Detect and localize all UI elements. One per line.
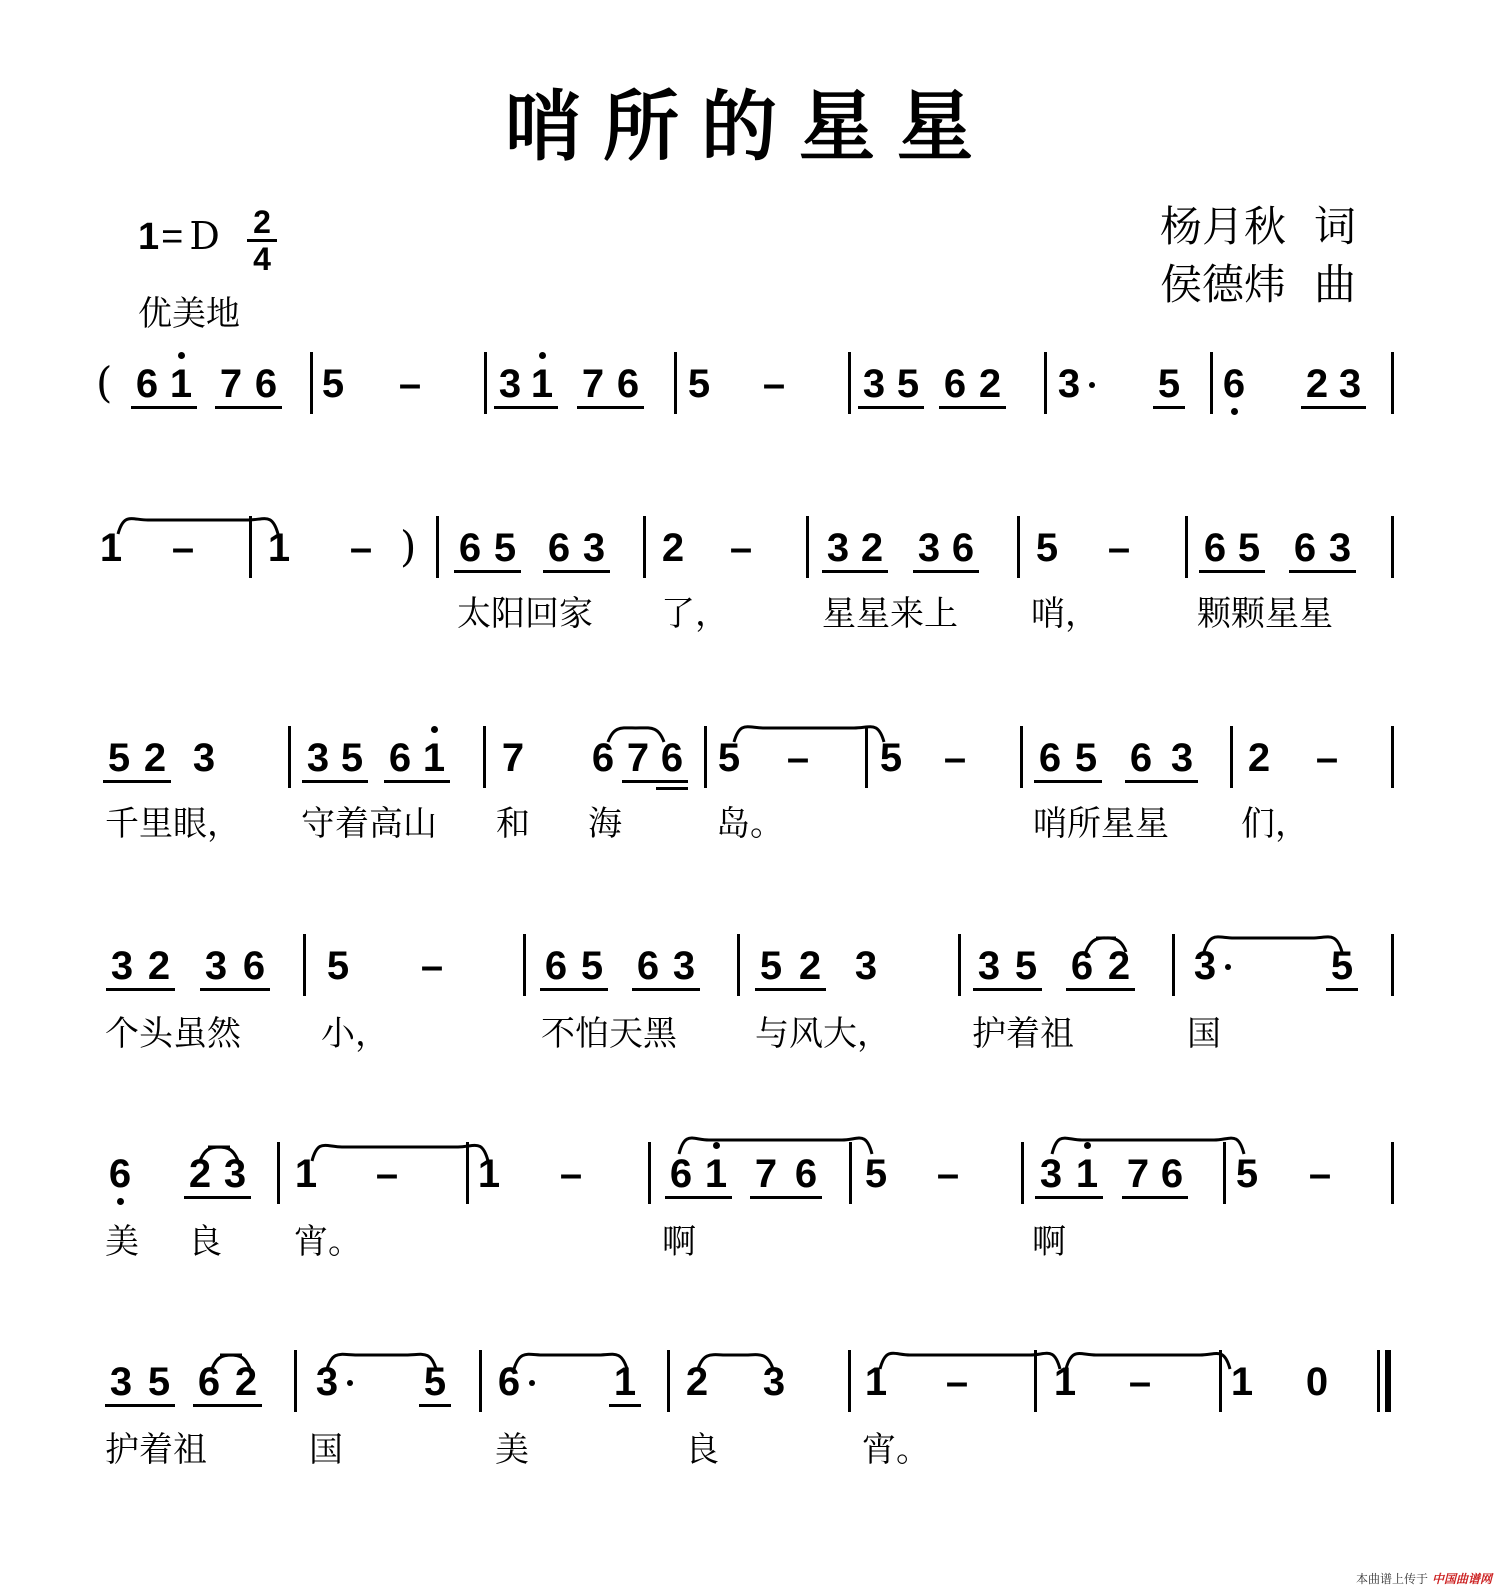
sustain-dash: – xyxy=(349,526,373,570)
note: 6 xyxy=(388,736,412,780)
open-parenthesis: ( xyxy=(96,358,113,407)
note: 2 xyxy=(661,526,685,570)
lyric-text: 美 xyxy=(495,1430,529,1470)
note: 7 xyxy=(754,1152,778,1196)
slur xyxy=(514,1354,627,1369)
note: 3 xyxy=(762,1360,786,1404)
note: 3 xyxy=(1328,526,1352,570)
note: 3 xyxy=(110,944,134,988)
note: 6 xyxy=(1160,1152,1184,1196)
note: 1 xyxy=(613,1360,637,1404)
lyric-text: 个头虽然 xyxy=(105,1014,241,1054)
note: 6 xyxy=(951,526,975,570)
note: 1 xyxy=(422,736,446,780)
lyric-text: 小， xyxy=(321,1014,389,1054)
sustain-dash: – xyxy=(1107,526,1131,570)
note: 5 xyxy=(879,736,903,780)
slur xyxy=(1052,1138,1244,1154)
note: 2 xyxy=(1247,736,1271,780)
note: 3 xyxy=(1193,944,1217,988)
note: 5 xyxy=(1157,362,1181,406)
lyric-text: 颗颗星星 xyxy=(1197,594,1333,634)
lyric-text: 了， xyxy=(661,594,729,634)
note: 2 xyxy=(685,1360,709,1404)
note: 6 xyxy=(544,944,568,988)
note: 3 xyxy=(854,944,878,988)
note: 3 xyxy=(1338,362,1362,406)
note: 5 xyxy=(1035,526,1059,570)
note: 5 xyxy=(759,944,783,988)
note: 5 xyxy=(493,526,517,570)
sustain-dash: – xyxy=(559,1152,583,1196)
sustain-dash: – xyxy=(1308,1152,1332,1196)
note: 5 xyxy=(147,1360,171,1404)
note: 5 xyxy=(1330,944,1354,988)
note: 1 xyxy=(169,362,193,406)
note: 6 xyxy=(1222,362,1246,406)
note: 6 xyxy=(660,736,684,780)
note: 7 xyxy=(626,736,650,780)
note: 5 xyxy=(580,944,604,988)
note: 1 xyxy=(99,526,123,570)
lyric-text: 宵。 xyxy=(862,1430,930,1470)
note: 1 xyxy=(267,526,291,570)
sustain-dash: – xyxy=(375,1152,399,1196)
note: 3 xyxy=(109,1360,133,1404)
note: 3 xyxy=(1170,736,1194,780)
note: 6 xyxy=(943,362,967,406)
lyric-text: 美 xyxy=(105,1222,139,1262)
note: 6 xyxy=(135,362,159,406)
tempo-marking: 优美地 xyxy=(138,295,240,333)
note: 5 xyxy=(1237,526,1261,570)
note: 6 xyxy=(591,736,615,780)
note: 6 xyxy=(547,526,571,570)
note: 6 xyxy=(636,944,660,988)
note: 7 xyxy=(219,362,243,406)
key-tonic: 1 xyxy=(138,216,160,258)
slur xyxy=(312,1145,488,1161)
note: 6 xyxy=(1203,526,1227,570)
note: 2 xyxy=(143,736,167,780)
watermark xyxy=(1356,1570,1492,1587)
note: 6 xyxy=(616,362,640,406)
note: 1 xyxy=(864,1360,888,1404)
note: 5 xyxy=(1014,944,1038,988)
note: 2 xyxy=(1107,944,1131,988)
lyric-text: 啊 xyxy=(662,1222,696,1262)
note: 3 xyxy=(498,362,522,406)
note: 6 xyxy=(254,362,278,406)
time-numerator: 2 xyxy=(253,204,271,240)
note: 6 xyxy=(108,1152,132,1196)
note: 2 xyxy=(1305,362,1329,406)
sustain-dash: – xyxy=(936,1152,960,1196)
sustain-dash: – xyxy=(943,736,967,780)
lyric-text: 啊 xyxy=(1032,1222,1066,1262)
note: 7 xyxy=(501,736,525,780)
note: 1 xyxy=(1230,1360,1254,1404)
lyric-text: 良 xyxy=(685,1430,719,1470)
sustain-dash: – xyxy=(945,1360,969,1404)
sustain-dash: – xyxy=(171,526,195,570)
note: 5 xyxy=(423,1360,447,1404)
lyric-text: 星星来上 xyxy=(822,594,958,634)
note: 6 xyxy=(1070,944,1094,988)
lyric-text: 不怕天黑 xyxy=(541,1014,677,1054)
slur xyxy=(1066,1354,1230,1369)
note: 5 xyxy=(321,362,345,406)
note: 6 xyxy=(458,526,482,570)
note: 1 xyxy=(294,1152,318,1196)
note: 3 xyxy=(582,526,606,570)
lyric-text: 哨所星星 xyxy=(1033,804,1169,844)
note: 7 xyxy=(1126,1152,1150,1196)
slur xyxy=(734,727,884,742)
note: 6 xyxy=(1293,526,1317,570)
note: 7 xyxy=(581,362,605,406)
note: 6 xyxy=(242,944,266,988)
note: 1 xyxy=(704,1152,728,1196)
note: 3 xyxy=(315,1360,339,1404)
key-equals: = xyxy=(161,216,184,258)
note: 3 xyxy=(977,944,1001,988)
note: 1 xyxy=(530,362,554,406)
note: 3 xyxy=(204,944,228,988)
lyric-text: 太阳回家 xyxy=(457,594,593,634)
note: 1 xyxy=(1053,1360,1077,1404)
note: 1 xyxy=(477,1152,501,1196)
slur xyxy=(608,728,664,742)
slur xyxy=(327,1354,436,1369)
note: 5 xyxy=(340,736,364,780)
lyric-text: 和 xyxy=(496,804,530,844)
lyric-text: 国 xyxy=(309,1430,343,1470)
note: 3 xyxy=(862,362,886,406)
lyric-text: 们， xyxy=(1241,804,1309,844)
lyric-text: 国 xyxy=(1187,1014,1221,1054)
sustain-dash: – xyxy=(786,736,810,780)
note: 3 xyxy=(1057,362,1081,406)
lyric-text: 千里眼， xyxy=(105,804,241,844)
note: 2 xyxy=(147,944,171,988)
note: 5 xyxy=(687,362,711,406)
key-letter: D xyxy=(189,214,220,258)
lyric-text: 护着祖 xyxy=(105,1430,207,1470)
watermark-brand: 中国曲谱网 xyxy=(1431,1572,1492,1586)
slur xyxy=(212,1355,250,1369)
sustain-dash: – xyxy=(420,944,444,988)
note: 3 xyxy=(223,1152,247,1196)
time-denominator: 4 xyxy=(253,241,271,277)
note: 1 xyxy=(1075,1152,1099,1196)
lyric-text: 哨， xyxy=(1031,594,1099,634)
note: 3 xyxy=(672,944,696,988)
slur xyxy=(118,519,278,534)
note: 2 xyxy=(234,1360,258,1404)
note: 6 xyxy=(1129,736,1153,780)
sustain-dash: – xyxy=(762,362,786,406)
note: 6 xyxy=(497,1360,521,1404)
note: 6 xyxy=(669,1152,693,1196)
note: 3 xyxy=(826,526,850,570)
note: 2 xyxy=(978,362,1002,406)
lyric-text: 守着高山 xyxy=(301,804,437,844)
note: 5 xyxy=(896,362,920,406)
song-title: 哨所的星星 xyxy=(505,82,995,171)
lyric-text: 宵。 xyxy=(294,1222,362,1262)
note: 5 xyxy=(864,1152,888,1196)
note: 3 xyxy=(306,736,330,780)
lyric-text: 岛。 xyxy=(716,804,784,844)
note: 2 xyxy=(188,1152,212,1196)
note: 6 xyxy=(1038,736,1062,780)
lyric-text: 护着祖 xyxy=(972,1014,1074,1054)
sustain-dash: – xyxy=(398,362,422,406)
slur xyxy=(698,1355,773,1369)
watermark-prefix: 本曲谱上传于 xyxy=(1355,1572,1428,1586)
slur xyxy=(1086,938,1126,952)
composer-role: 曲 xyxy=(1314,260,1357,309)
note: 5 xyxy=(326,944,350,988)
note: 5 xyxy=(717,736,741,780)
lyric-text: 海 xyxy=(588,804,622,844)
composer-name: 侯德炜 xyxy=(1160,260,1287,309)
slur xyxy=(1204,937,1342,952)
lyric-text: 良 xyxy=(188,1222,222,1262)
lyric-text: 与风大， xyxy=(755,1014,891,1054)
note: 3 xyxy=(192,736,216,780)
close-parenthesis: ) xyxy=(400,522,417,571)
note: 5 xyxy=(1074,736,1098,780)
note: 6 xyxy=(197,1360,221,1404)
slur xyxy=(679,1138,872,1154)
note: 5 xyxy=(107,736,131,780)
sustain-dash: – xyxy=(1315,736,1339,780)
lyricist-name: 杨月秋 xyxy=(1160,202,1287,251)
note: 2 xyxy=(798,944,822,988)
sustain-dash: – xyxy=(1128,1360,1152,1404)
note: 0 xyxy=(1305,1360,1329,1404)
slur xyxy=(200,1147,238,1161)
slur xyxy=(880,1353,1060,1369)
note: 3 xyxy=(917,526,941,570)
lyricist-role: 词 xyxy=(1314,202,1357,251)
note: 2 xyxy=(860,526,884,570)
note: 3 xyxy=(1039,1152,1063,1196)
note: 6 xyxy=(794,1152,818,1196)
note: 5 xyxy=(1235,1152,1259,1196)
sustain-dash: – xyxy=(729,526,753,570)
